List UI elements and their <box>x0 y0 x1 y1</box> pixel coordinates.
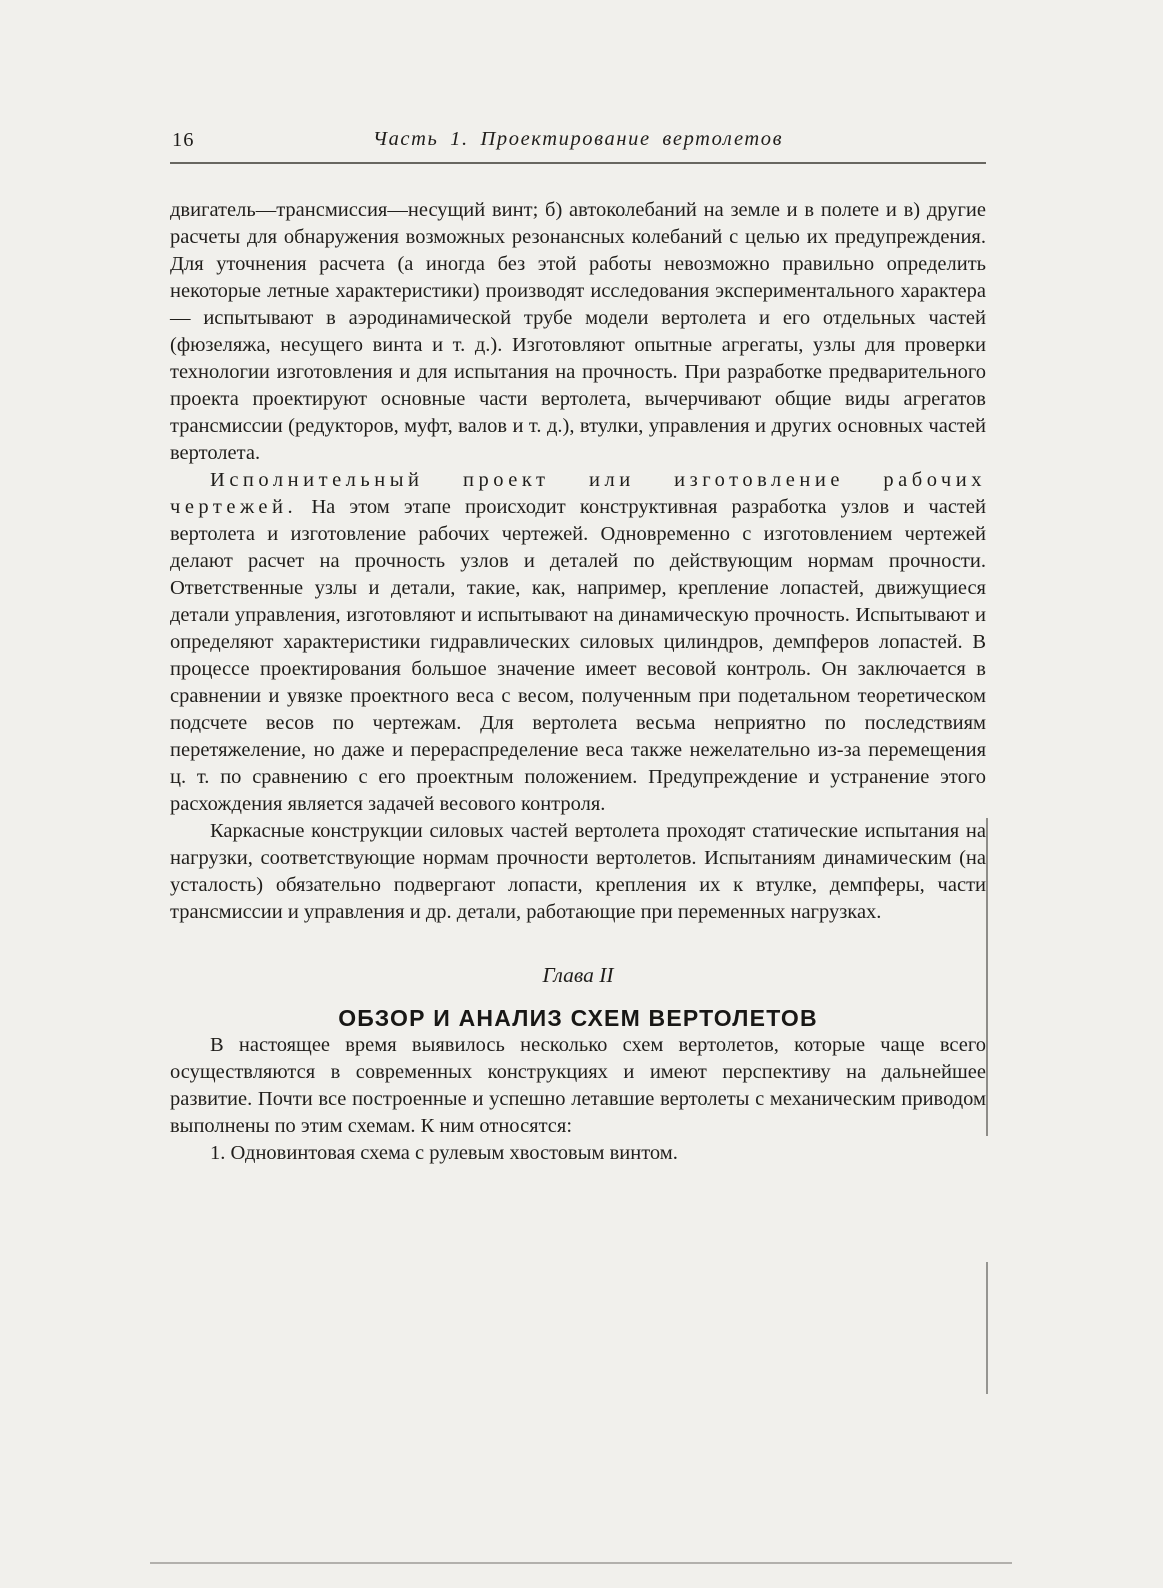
scan-artifact-right-edge <box>986 818 988 1136</box>
text-column <box>170 128 986 1167</box>
page-number: 16 <box>172 129 195 151</box>
paragraph-continuation: двигатель—трансмиссия—несущий винт; б) автоколебаний на земле и в полете и в) другие расчеты для обнаружения возможных резонансных колебаний с целью их предупреждения. Для уточнения расчета (а иногда без этой работы невозможно правильно определить некоторые летные характеристики) производят исследования экспериментального характера — испытывают в аэродинамической трубе модели вертолета и его отдельных частей (фюзеляжа, несущего винта и т. д.). Изготовляют опытные агрегаты, узлы для проверки технологии изготовления и для испытания на прочность. При разработке предварительного проекта проектируют основные части вертолета, вычерчивают общие виды агрегатов трансмиссии (редукторов, муфт, валов и т. д.), втулки, управления и других основных частей вертолета. <box>170 199 986 464</box>
paragraph: Каркасные конструкции силовых частей вертолета проходят статические испытания на нагрузки, соответствующие нормам прочности вертолетов. Испытаниям динамическим (на усталость) обязательно подвергают лопасти, крепления их к втулке, демпферы, части трансмиссии и управления и др. детали, работающие при переменных нагрузках. <box>170 820 986 923</box>
scan-artifact-right-edge <box>986 1262 988 1394</box>
body-text <box>170 197 986 1167</box>
list-item: 1. Одновинтовая схема с рулевым хвостовым винтом. <box>210 1142 678 1164</box>
emphasis-spaced-text: Исполнительный проект или изготовление рабочих чертежей. <box>170 469 986 518</box>
paragraph: В настоящее время выявилось несколько схем вертолетов, которые чаще всего осуществляются в современных конструкциях и имеют перспективу на дальнейшее развитие. Почти все построенные и успешно летавшие вертолеты с механическим приводом выполнены по этим схемам. К ним относятся: <box>170 1034 986 1137</box>
chapter-title: ОБЗОР И АНАЛИЗ СХЕМ ВЕРТОЛЕТОВ <box>338 1005 818 1031</box>
paragraph-text: На этом этапе происходит конструктивная разработка узлов и частей вертолета и изготовление рабочих чертежей. Одновременно с изготовлением чертежей делают расчет на прочность узлов и деталей по действующим нормам прочности. Ответственные узлы и детали, такие, как, например, крепление лопастей, движущиеся детали управления, изготовляют и испытывают на динамическую прочность. Испытывают и определяют характеристики гидравлических силовых цилиндров, демпферов лопастей. В процессе проектирования большое значение имеет весовой контроль. Он заключается в сравнении и увязке проектного веса с весом, полученным при подетальном теоретическом подсчете весов по чертежам. Для вертолета весьма неприятно по последствиям перетяжеление, но даже и перераспределение веса также нежелательно из-за перемещения ц. т. по сравнению с его проектным положением. Предупреждение и устранение этого расхождения является задачей весового контроля. <box>170 496 987 815</box>
running-head <box>170 128 986 158</box>
scan-artifact-bottom-edge <box>150 1562 1012 1564</box>
chapter-label: Глава II <box>542 963 614 987</box>
paragraph <box>170 467 986 818</box>
header-rule <box>170 162 986 164</box>
running-title: Часть 1. Проектирование вертолетов <box>372 128 784 150</box>
